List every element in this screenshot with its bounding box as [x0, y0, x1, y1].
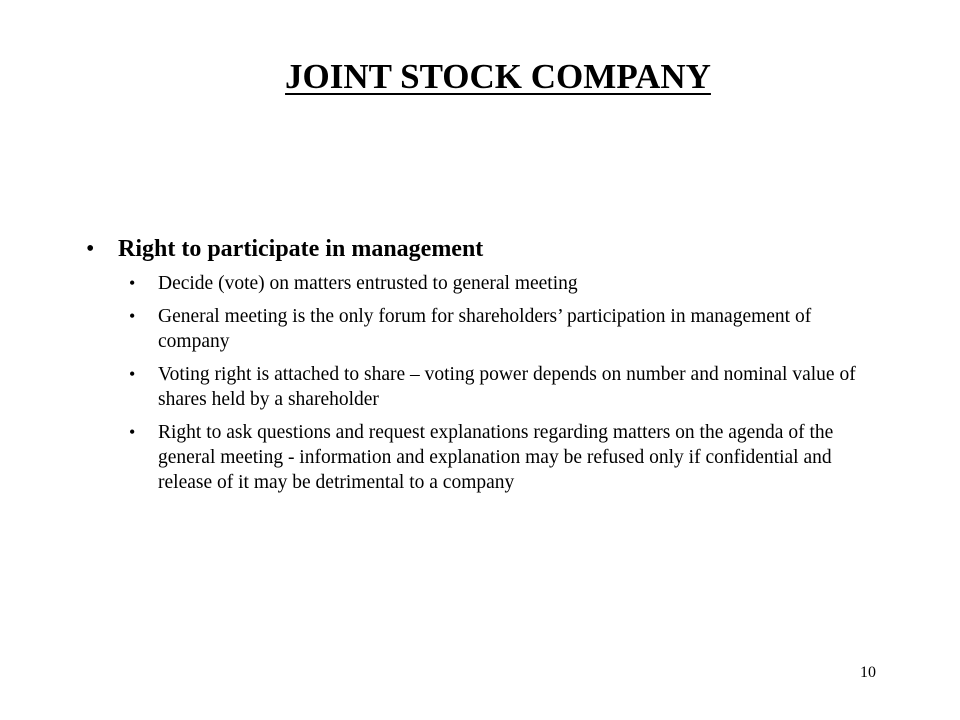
- sub-bullet-item: [118, 362, 858, 412]
- sub-bullet-text: General meeting is the only forum for shareholders’ participation in management of company: [158, 306, 812, 352]
- sub-bullet-text: Decide (vote) on matters entrusted to general meeting: [158, 273, 578, 294]
- sub-bullet-item: [118, 420, 858, 495]
- section-heading: Right to participate in management: [118, 236, 484, 262]
- sub-bullet-item: [118, 271, 858, 296]
- sub-bullet-text: Right to ask questions and request explanations regarding matters on the agenda of the general meeting - information and explanation may be refused only if confidential and release of it may be detrimental to a company: [158, 422, 834, 493]
- main-bullet-item: [86, 229, 906, 495]
- bullet-icon: •: [129, 364, 136, 384]
- bullet-icon: •: [129, 306, 136, 326]
- bullet-icon: •: [129, 273, 136, 293]
- bullet-icon: •: [86, 236, 95, 262]
- slide-title: JOINT STOCK COMPANY: [285, 57, 711, 96]
- sub-bullet-item: [118, 304, 858, 354]
- sub-bullet-text: Voting right is attached to share – voting power depends on number and nominal value of shares held by a shareholder: [158, 364, 856, 410]
- bullet-icon: •: [129, 422, 136, 442]
- sub-bullet-list: [118, 271, 906, 495]
- page-number: 10: [860, 664, 876, 681]
- bullet-list: [86, 229, 906, 495]
